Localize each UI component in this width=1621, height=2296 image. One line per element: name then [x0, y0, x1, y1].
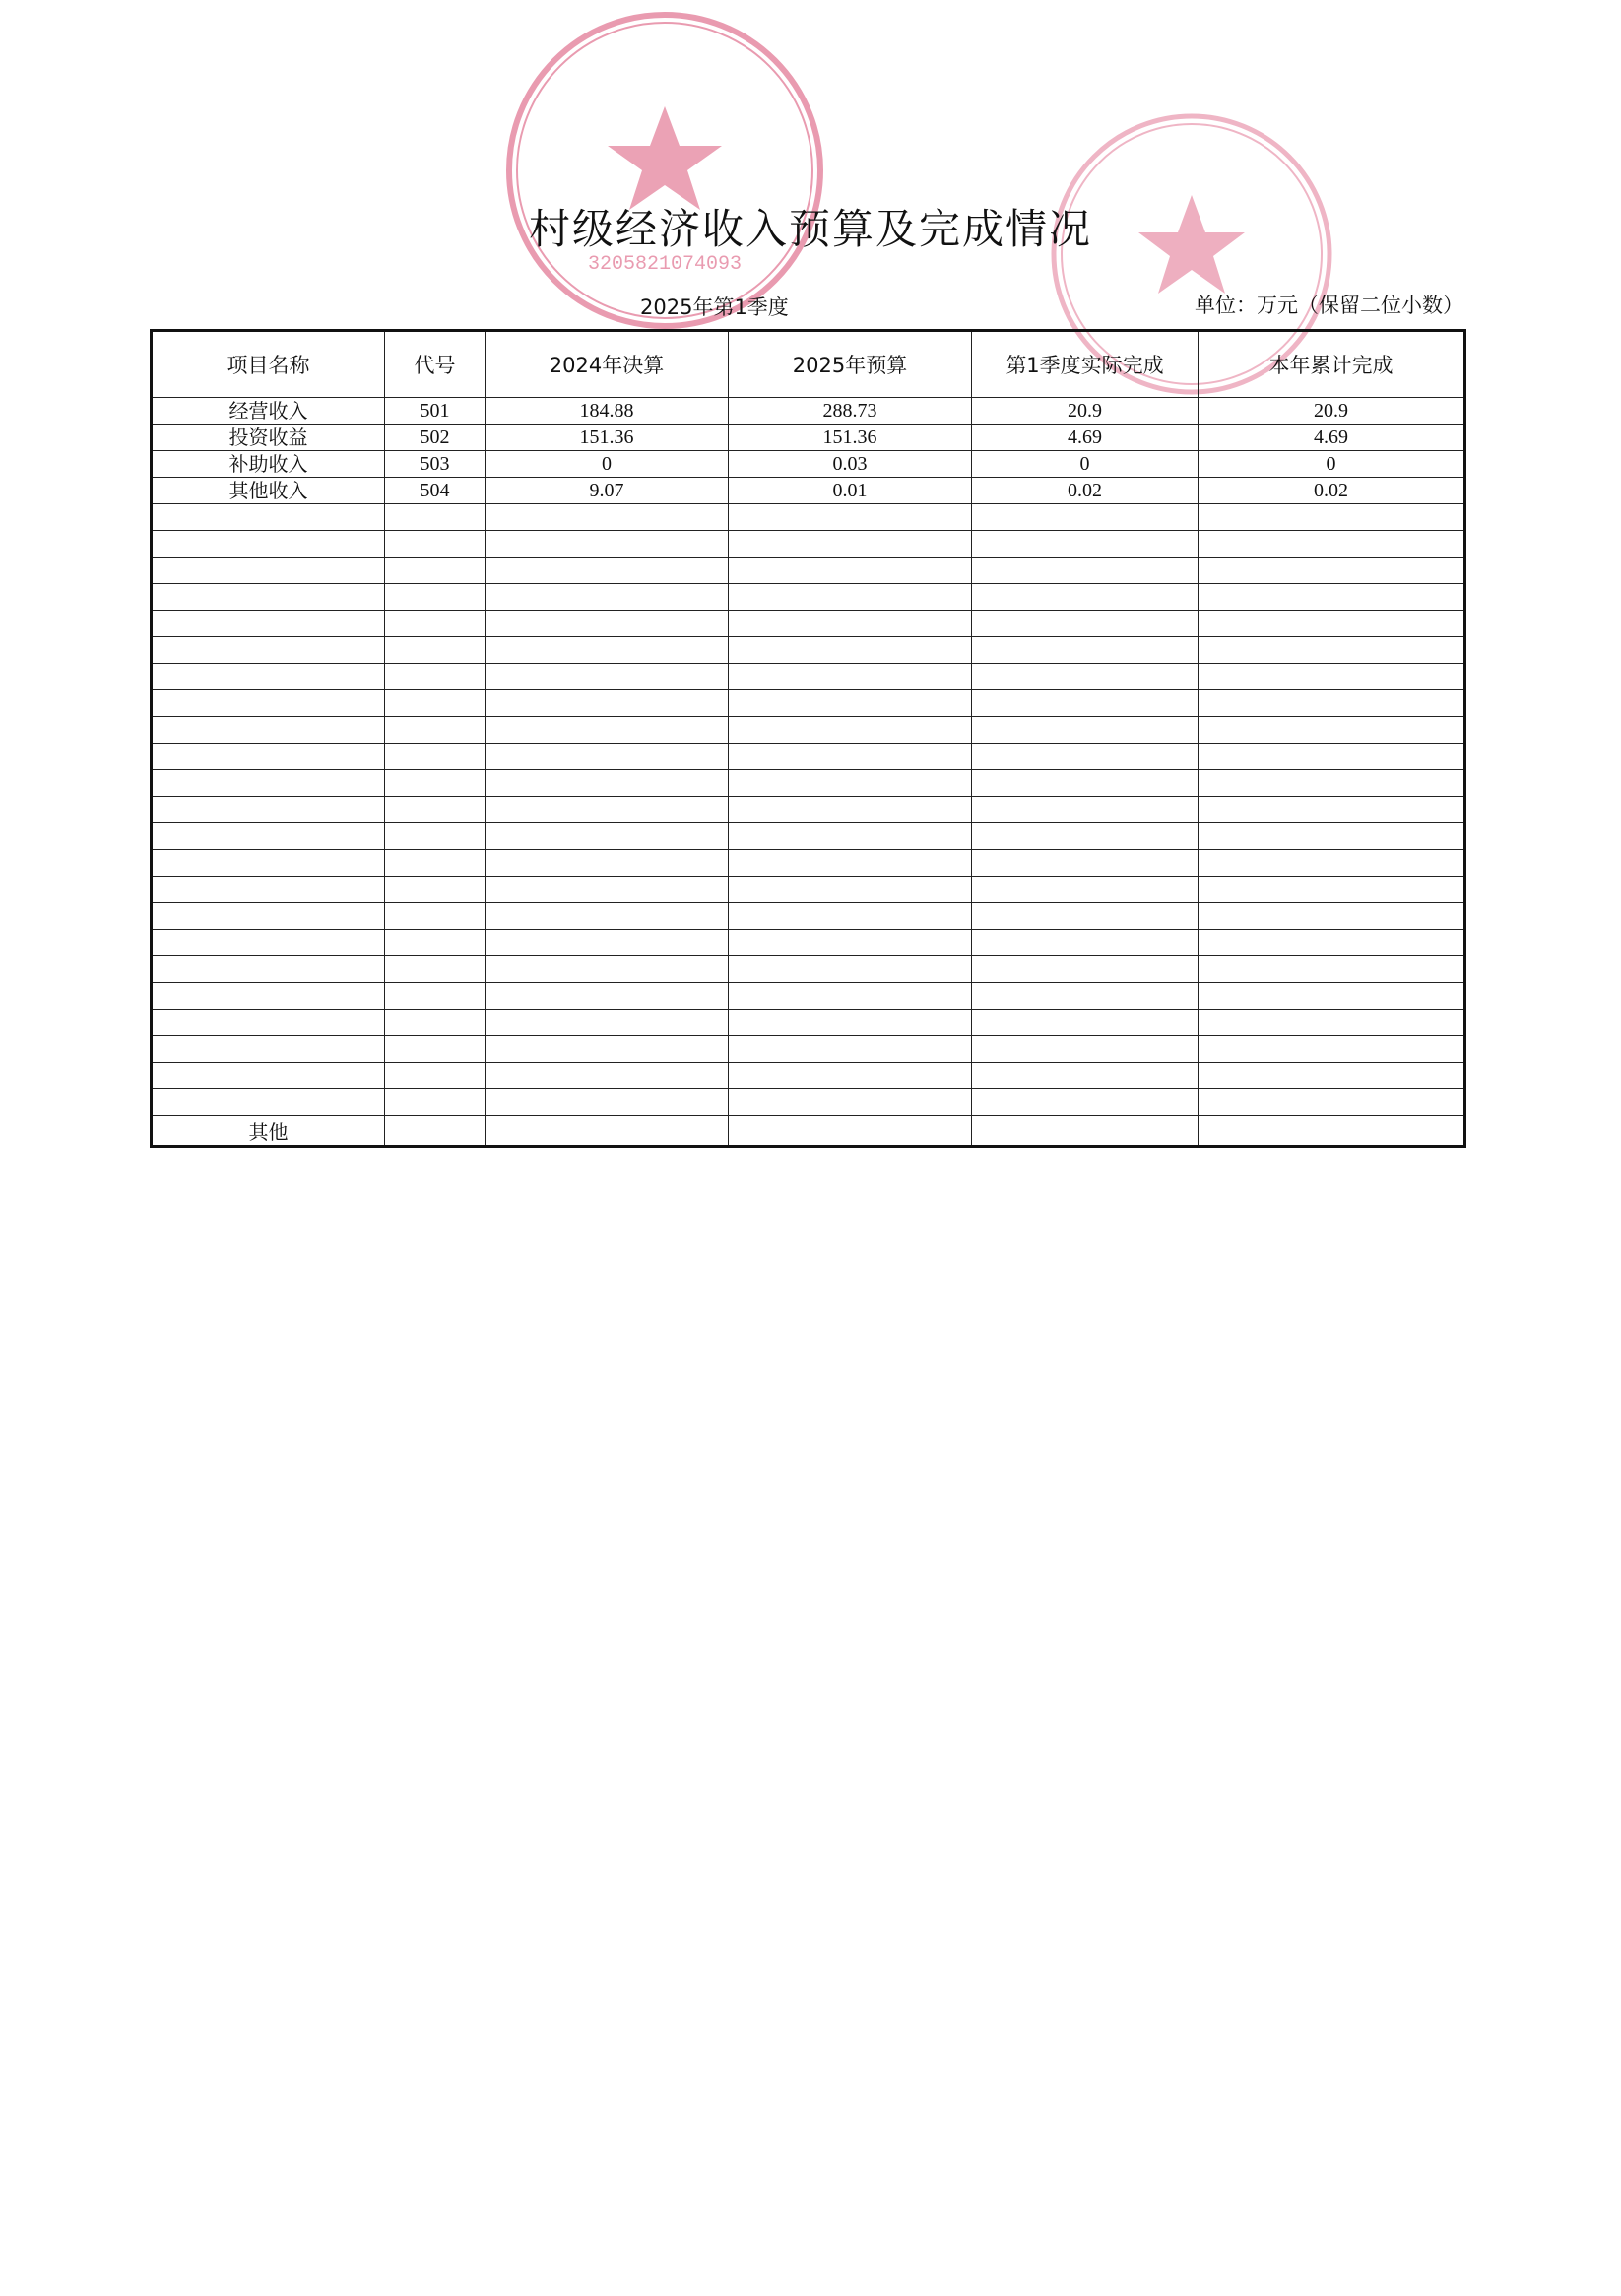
empty-cell [385, 690, 486, 717]
empty-cell [729, 504, 972, 531]
empty-cell [385, 531, 486, 558]
empty-row [152, 850, 1465, 877]
empty-cell [1199, 770, 1465, 797]
empty-cell [972, 1036, 1199, 1063]
empty-cell [1199, 797, 1465, 823]
empty-cell [729, 1089, 972, 1116]
page-title: 村级经济收入预算及完成情况 [528, 205, 1092, 253]
empty-cell [1199, 584, 1465, 611]
empty-cell [972, 584, 1199, 611]
empty-cell [972, 850, 1199, 877]
empty-cell [152, 531, 385, 558]
empty-cell [152, 877, 385, 903]
empty-cell [1199, 744, 1465, 770]
empty-row [152, 1063, 1465, 1089]
seal-left-star-icon [608, 106, 722, 210]
cell-ytd: 4.69 [1199, 425, 1465, 451]
empty-cell [972, 930, 1199, 956]
empty-cell [729, 903, 972, 930]
empty-row [152, 611, 1465, 637]
empty-cell [729, 983, 972, 1010]
empty-cell [486, 770, 729, 797]
table-header-row [152, 331, 1465, 398]
empty-cell [972, 1010, 1199, 1036]
empty-row [152, 983, 1465, 1010]
empty-cell [972, 903, 1199, 930]
empty-cell [729, 584, 972, 611]
empty-cell [972, 531, 1199, 558]
empty-cell [152, 823, 385, 850]
empty-cell [152, 1036, 385, 1063]
empty-cell [729, 690, 972, 717]
cell-q1-actual: 20.9 [972, 398, 1199, 425]
empty-cell [486, 584, 729, 611]
empty-cell [972, 1063, 1199, 1089]
empty-cell [729, 797, 972, 823]
empty-cell [1199, 690, 1465, 717]
empty-row [152, 717, 1465, 744]
empty-cell [152, 611, 385, 637]
cell-2024-final: 184.88 [486, 398, 729, 425]
empty-cell [972, 664, 1199, 690]
empty-cell [1199, 930, 1465, 956]
empty-cell [152, 770, 385, 797]
cell-footer-label: 其他 [152, 1116, 385, 1147]
empty-row [152, 797, 1465, 823]
cell-2025-budget: 0.03 [729, 451, 972, 478]
empty-cell [972, 1089, 1199, 1116]
empty-cell [1199, 637, 1465, 664]
empty-cell [385, 1036, 486, 1063]
empty-cell [385, 797, 486, 823]
empty-cell [729, 1036, 972, 1063]
empty-cell [972, 717, 1199, 744]
empty-cell [152, 903, 385, 930]
empty-cell [486, 983, 729, 1010]
header-q1-actual: 第1季度实际完成 [972, 331, 1199, 398]
header-2024-final: 2024年决算 [486, 331, 729, 398]
empty-cell [972, 1116, 1199, 1147]
cell-item-name: 补助收入 [152, 451, 385, 478]
empty-cell [1199, 823, 1465, 850]
empty-cell [152, 664, 385, 690]
empty-row [152, 823, 1465, 850]
empty-cell [486, 1063, 729, 1089]
empty-cell [385, 850, 486, 877]
empty-row [152, 637, 1465, 664]
empty-cell [385, 823, 486, 850]
empty-cell [486, 1089, 729, 1116]
empty-cell [972, 797, 1199, 823]
empty-cell [1199, 1063, 1465, 1089]
empty-cell [972, 611, 1199, 637]
empty-cell [486, 558, 729, 584]
empty-cell [729, 770, 972, 797]
empty-cell [486, 930, 729, 956]
empty-cell [152, 797, 385, 823]
empty-row [152, 877, 1465, 903]
cell-code: 503 [385, 451, 486, 478]
empty-row [152, 690, 1465, 717]
empty-cell [729, 611, 972, 637]
empty-cell [486, 531, 729, 558]
empty-cell [1199, 504, 1465, 531]
empty-cell [152, 1063, 385, 1089]
empty-cell [385, 903, 486, 930]
empty-cell [729, 717, 972, 744]
table-row [152, 398, 1465, 425]
empty-cell [1199, 903, 1465, 930]
empty-cell [729, 744, 972, 770]
empty-cell [1199, 877, 1465, 903]
empty-cell [152, 717, 385, 744]
empty-cell [486, 903, 729, 930]
empty-cell [1199, 1116, 1465, 1147]
empty-cell [486, 797, 729, 823]
empty-cell [385, 770, 486, 797]
empty-cell [729, 930, 972, 956]
cell-2024-final: 151.36 [486, 425, 729, 451]
empty-cell [486, 717, 729, 744]
empty-cell [486, 1116, 729, 1147]
header-2025-budget: 2025年预算 [729, 331, 972, 398]
empty-cell [1199, 850, 1465, 877]
empty-cell [385, 611, 486, 637]
empty-cell [385, 664, 486, 690]
empty-row [152, 558, 1465, 584]
empty-cell [972, 504, 1199, 531]
empty-cell [972, 956, 1199, 983]
empty-row [152, 930, 1465, 956]
empty-cell [385, 1116, 486, 1147]
empty-cell [486, 504, 729, 531]
empty-cell [385, 877, 486, 903]
empty-cell [729, 1116, 972, 1147]
cell-ytd: 0 [1199, 451, 1465, 478]
empty-cell [152, 1010, 385, 1036]
cell-ytd: 0.02 [1199, 478, 1465, 504]
empty-cell [385, 744, 486, 770]
cell-2024-final: 9.07 [486, 478, 729, 504]
table-row [152, 451, 1465, 478]
empty-row [152, 1036, 1465, 1063]
cell-code: 504 [385, 478, 486, 504]
table-row [152, 425, 1465, 451]
empty-cell [486, 823, 729, 850]
empty-cell [729, 823, 972, 850]
cell-q1-actual: 4.69 [972, 425, 1199, 451]
cell-q1-actual: 0.02 [972, 478, 1199, 504]
empty-row [152, 504, 1465, 531]
empty-cell [385, 1089, 486, 1116]
empty-cell [729, 1010, 972, 1036]
empty-cell [729, 956, 972, 983]
empty-cell [1199, 717, 1465, 744]
empty-cell [1199, 956, 1465, 983]
cell-code: 501 [385, 398, 486, 425]
empty-cell [1199, 611, 1465, 637]
cell-code: 502 [385, 425, 486, 451]
cell-item-name: 经营收入 [152, 398, 385, 425]
empty-cell [385, 983, 486, 1010]
empty-row [152, 770, 1465, 797]
empty-cell [729, 1063, 972, 1089]
empty-cell [152, 584, 385, 611]
empty-cell [486, 744, 729, 770]
empty-cell [972, 637, 1199, 664]
empty-cell [972, 877, 1199, 903]
cell-item-name: 投资收益 [152, 425, 385, 451]
empty-cell [152, 558, 385, 584]
empty-cell [1199, 531, 1465, 558]
empty-cell [972, 770, 1199, 797]
seal-left [497, 8, 832, 333]
empty-cell [729, 637, 972, 664]
header-ytd: 本年累计完成 [1199, 331, 1465, 398]
cell-2025-budget: 0.01 [729, 478, 972, 504]
cell-2025-budget: 151.36 [729, 425, 972, 451]
empty-cell [385, 956, 486, 983]
empty-row [152, 744, 1465, 770]
empty-cell [152, 744, 385, 770]
empty-cell [385, 1063, 486, 1089]
empty-cell [152, 956, 385, 983]
empty-cell [972, 744, 1199, 770]
header-item-name: 项目名称 [152, 331, 385, 398]
empty-cell [385, 558, 486, 584]
empty-cell [385, 584, 486, 611]
empty-row [152, 903, 1465, 930]
empty-cell [729, 531, 972, 558]
empty-cell [1199, 1089, 1465, 1116]
empty-cell [152, 983, 385, 1010]
header-code: 代号 [385, 331, 486, 398]
empty-cell [972, 983, 1199, 1010]
empty-cell [486, 956, 729, 983]
empty-row [152, 1089, 1465, 1116]
empty-cell [486, 1036, 729, 1063]
empty-cell [729, 558, 972, 584]
empty-cell [385, 1010, 486, 1036]
empty-cell [152, 690, 385, 717]
empty-cell [486, 690, 729, 717]
seal-left-code: 3205821074093 [587, 253, 743, 276]
empty-row [152, 956, 1465, 983]
table-footer-row [152, 1116, 1465, 1147]
empty-cell [385, 930, 486, 956]
empty-cell [729, 877, 972, 903]
empty-row [152, 1010, 1465, 1036]
empty-cell [152, 850, 385, 877]
table-row [152, 478, 1465, 504]
empty-cell [152, 504, 385, 531]
empty-cell [1199, 1036, 1465, 1063]
empty-row [152, 531, 1465, 558]
empty-cell [152, 637, 385, 664]
empty-cell [729, 850, 972, 877]
cell-ytd: 20.9 [1199, 398, 1465, 425]
empty-row [152, 584, 1465, 611]
empty-cell [486, 850, 729, 877]
income-table [150, 329, 1466, 1148]
empty-cell [486, 611, 729, 637]
empty-cell [385, 637, 486, 664]
empty-cell [1199, 558, 1465, 584]
unit-note: 单位：万元（保留二位小数） [1195, 294, 1463, 317]
empty-cell [152, 930, 385, 956]
empty-cell [486, 1010, 729, 1036]
report-period: 2025年第1季度 [640, 295, 789, 319]
empty-cell [1199, 1010, 1465, 1036]
empty-cell [152, 1089, 385, 1116]
empty-row [152, 664, 1465, 690]
empty-cell [486, 637, 729, 664]
cell-2024-final: 0 [486, 451, 729, 478]
empty-cell [972, 558, 1199, 584]
empty-cell [486, 877, 729, 903]
cell-2025-budget: 288.73 [729, 398, 972, 425]
cell-q1-actual: 0 [972, 451, 1199, 478]
empty-cell [385, 504, 486, 531]
empty-cell [729, 664, 972, 690]
empty-cell [1199, 983, 1465, 1010]
empty-cell [972, 823, 1199, 850]
empty-cell [486, 664, 729, 690]
empty-cell [1199, 664, 1465, 690]
cell-item-name: 其他收入 [152, 478, 385, 504]
empty-cell [385, 717, 486, 744]
empty-cell [972, 690, 1199, 717]
